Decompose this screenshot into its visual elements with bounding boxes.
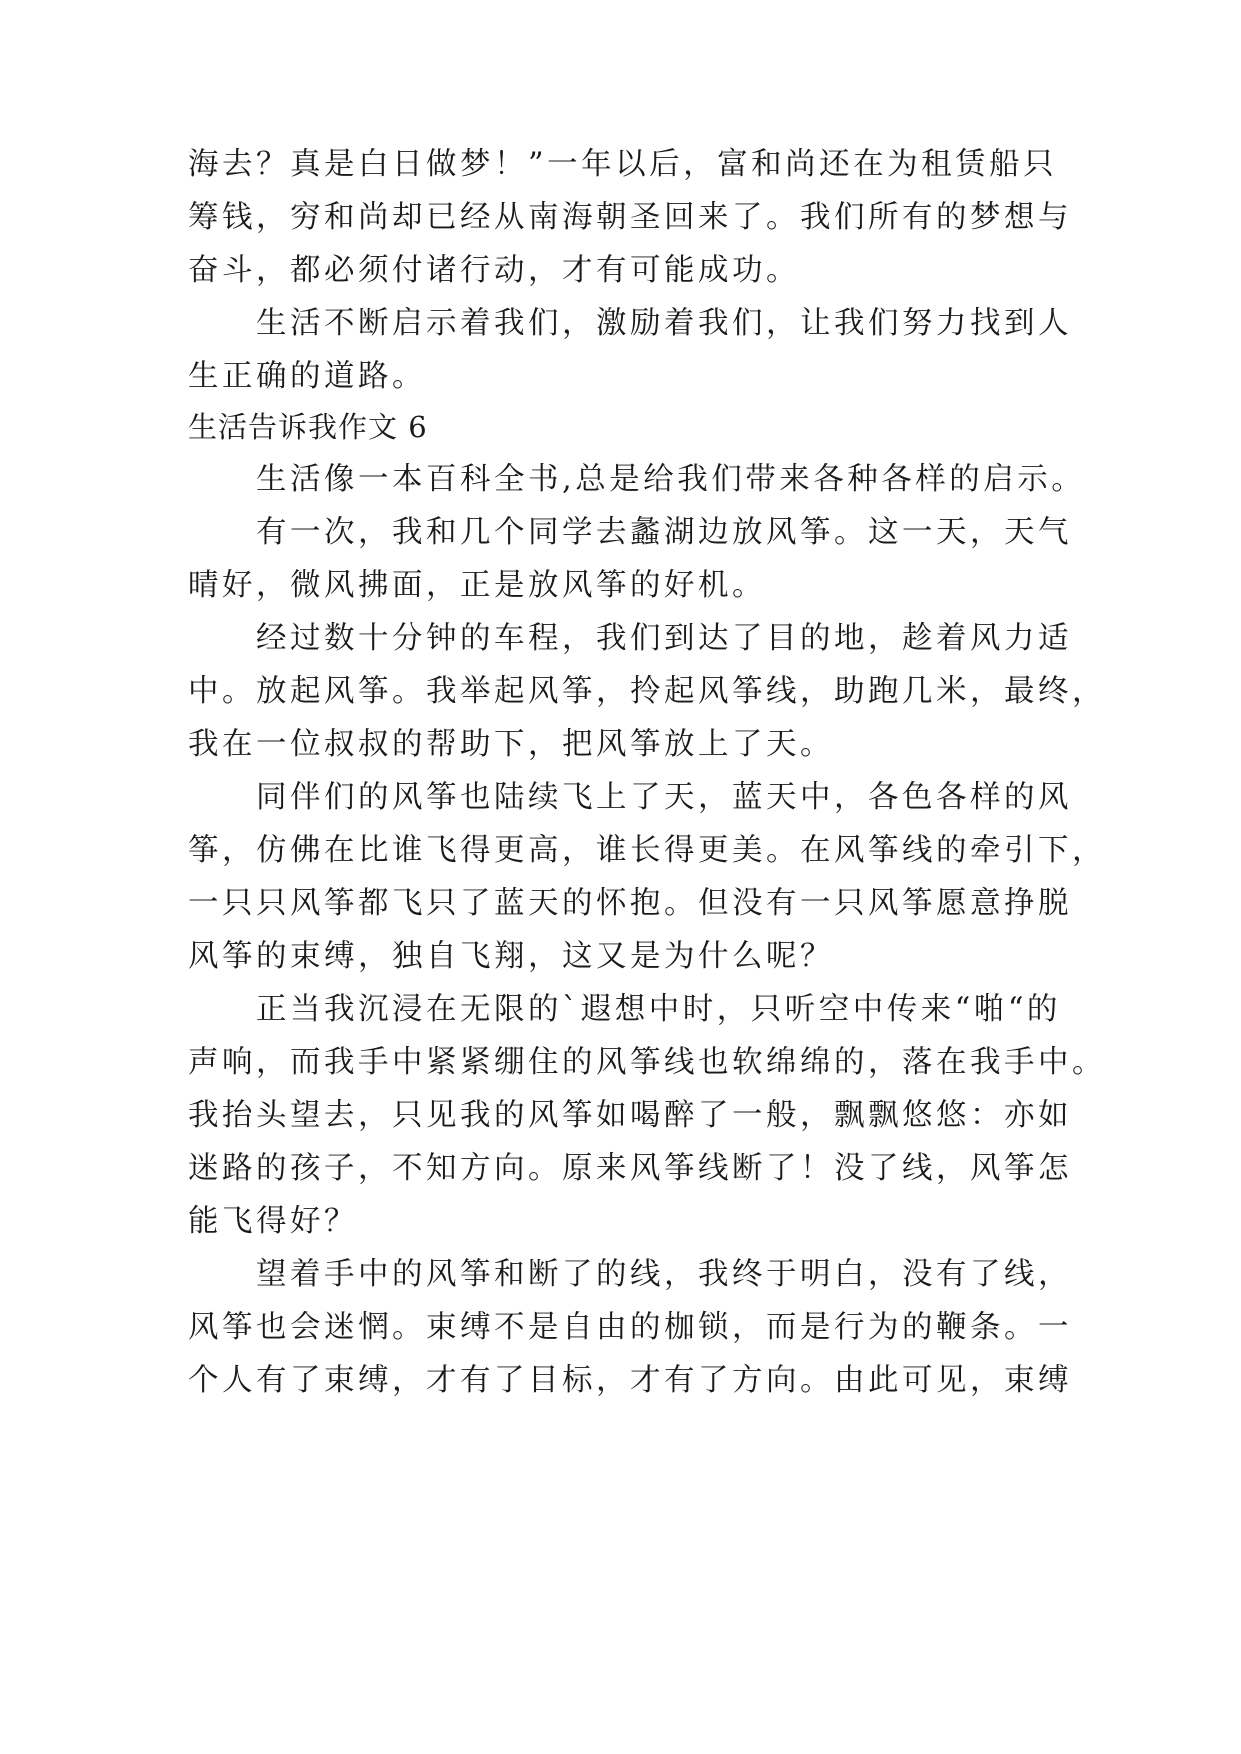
text-line: 筝，仿佛在比谁飞得更高，谁长得更美。在风筝线的牵引下， <box>188 833 1106 868</box>
text-line: 迷路的孩子，不知方向。原来风筝线断了！没了线，风筝怎 <box>188 1151 1072 1186</box>
paragraph-start-line: 同伴们的风筝也陆续飞上了天，蓝天中，各色各样的风 <box>256 780 1072 815</box>
text-line: 风筝也会迷惘。束缚不是自由的枷锁，而是行为的鞭条。一 <box>188 1310 1072 1345</box>
paragraph-start-line: 生活像一本百科全书,总是给我们带来各种各样的启示。 <box>256 462 1086 497</box>
text-line: 生正确的道路。 <box>188 359 426 394</box>
text-line: 声响，而我手中紧紧绷住的风筝线也软绵绵的，落在我手中。 <box>188 1045 1106 1080</box>
text-line: 筹钱，穷和尚却已经从南海朝圣回来了。我们所有的梦想与 <box>188 200 1072 235</box>
text-line: 奋斗，都必须付诸行动，才有可能成功。 <box>188 253 800 288</box>
text-line: 能飞得好？ <box>188 1204 358 1239</box>
text-line: 一只只风筝都飞只了蓝天的怀抱。但没有一只风筝愿意挣脱 <box>188 886 1072 921</box>
text-line: 个人有了束缚，才有了目标，才有了方向。由此可见，束缚 <box>188 1363 1072 1398</box>
text-line: 中。放起风筝。我举起风筝，拎起风筝线，助跑几米，最终， <box>188 674 1106 709</box>
text-line: 风筝的束缚，独自飞翔，这又是为什么呢？ <box>188 939 834 974</box>
text-line: 海去？真是白日做梦！”一年以后，富和尚还在为租赁船只 <box>188 147 1058 182</box>
text-line: 我抬头望去，只见我的风筝如喝醉了一般，飘飘悠悠：亦如 <box>188 1098 1072 1133</box>
paragraph-start-line: 生活不断启示着我们，激励着我们，让我们努力找到人 <box>256 306 1072 341</box>
text-line: 我在一位叔叔的帮助下，把风筝放上了天。 <box>188 727 834 762</box>
paragraph-start-line: 望着手中的风筝和断了的线，我终于明白，没有了线， <box>256 1257 1072 1292</box>
text-line: 晴好，微风拂面，正是放风筝的好机。 <box>188 568 766 603</box>
section-title: 生活告诉我作文 6 <box>188 410 428 444</box>
paragraph-start-line: 正当我沉浸在无限的`遐想中时，只听空中传来“啪“的 <box>256 992 1061 1027</box>
paragraph-start-line: 经过数十分钟的车程，我们到达了目的地，趁着风力适 <box>256 621 1072 656</box>
paragraph-start-line: 有一次，我和几个同学去蠡湖边放风筝。这一天，天气 <box>256 515 1072 550</box>
